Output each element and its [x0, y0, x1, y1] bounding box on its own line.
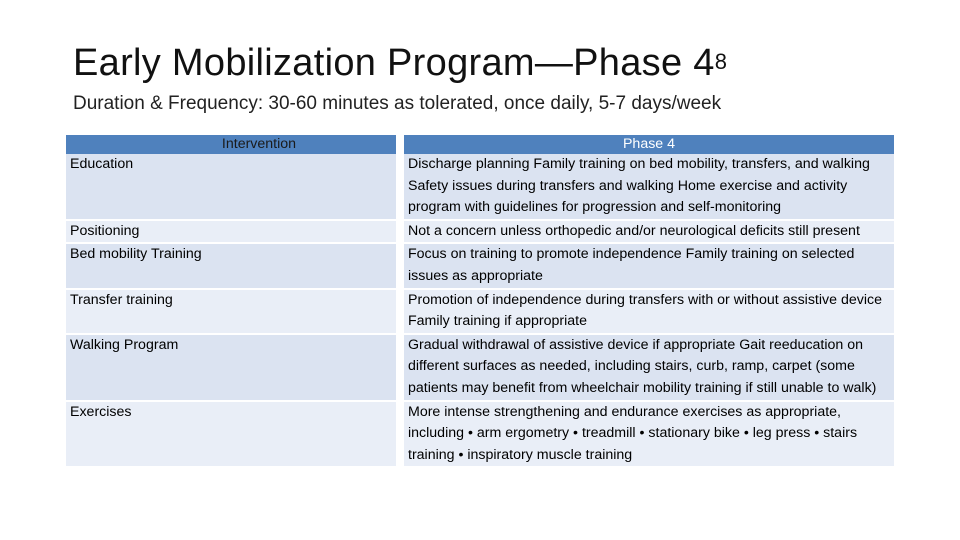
- slide-title-footnote: 8: [714, 49, 728, 74]
- intervention-cell: Positioning: [66, 221, 396, 245]
- table-row: [66, 244, 894, 289]
- table-header-row: [66, 135, 894, 154]
- table-row: [66, 154, 894, 221]
- phase4-cell: Focus on training to promote independence Family training on selected issues as appropriate: [404, 244, 894, 289]
- slide-title: [73, 42, 727, 85]
- phase4-table: [66, 135, 894, 468]
- phase4-cell: More intense strengthening and endurance exercises as appropriate, including • arm ergometry • treadmill • stationary bike • leg press • stairs training • inspiratory muscle training: [404, 402, 894, 469]
- slide-title-text: Early Mobilization Program—Phase 4: [73, 42, 715, 84]
- table-row: [66, 402, 894, 469]
- intervention-cell: Walking Program: [66, 335, 396, 402]
- header-intervention: Intervention: [66, 135, 396, 154]
- intervention-cell: Bed mobility Training: [66, 244, 396, 289]
- slide-subtitle: Duration & Frequency: 30-60 minutes as tolerated, once daily, 5-7 days/week: [73, 93, 722, 114]
- phase4-cell: Not a concern unless orthopedic and/or neurological deficits still present: [404, 221, 894, 245]
- table-row: [66, 335, 894, 402]
- table-row: [66, 221, 894, 245]
- phase4-cell: Gradual withdrawal of assistive device if appropriate Gait reeducation on different surfaces as needed, including stairs, curb, ramp, carpet (some patients may benefit from wheelchair mobility training if still unable to walk): [404, 335, 894, 402]
- phase4-cell: Promotion of independence during transfers with or without assistive device Family training if appropriate: [404, 290, 894, 335]
- phase4-cell: Discharge planning Family training on bed mobility, transfers, and walking Safety issues during transfers and walking Home exercise and activity program with guidelines for progression and self-monitoring: [404, 154, 894, 221]
- intervention-cell: Exercises: [66, 402, 396, 469]
- intervention-cell: Education: [66, 154, 396, 221]
- header-phase4: Phase 4: [404, 135, 894, 154]
- table-row: [66, 290, 894, 335]
- intervention-cell: Transfer training: [66, 290, 396, 335]
